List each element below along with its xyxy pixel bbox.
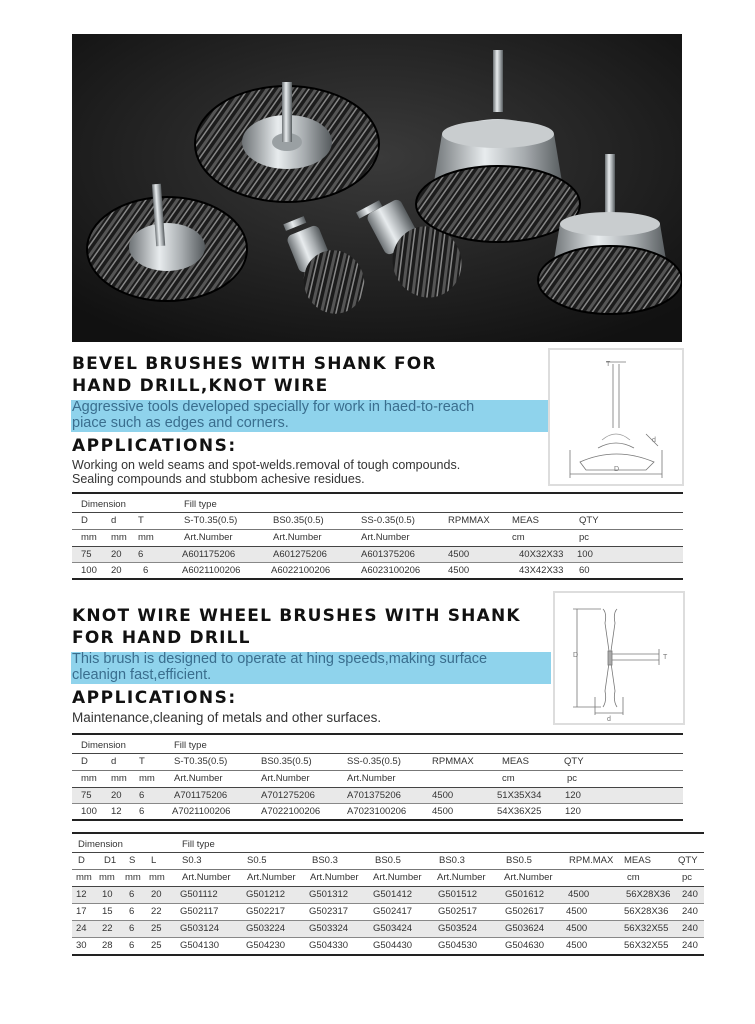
table-cell: MEAS: [512, 515, 539, 526]
table-cell: A7023100206: [347, 806, 407, 817]
table-cell: pc: [567, 773, 578, 784]
table-cell: A701175206: [174, 790, 228, 801]
table1-filltype-label: Fill type: [184, 499, 217, 510]
table-cell: T: [138, 515, 144, 526]
table-cell: A6021100206: [182, 565, 241, 576]
table3-dimension-label: Dimension: [78, 839, 123, 850]
table-cell: G501612: [505, 889, 545, 900]
table-cell: RPMMAX: [448, 515, 490, 526]
table-cell: 4500: [568, 889, 590, 900]
table-cell: mm: [111, 532, 127, 543]
table-cell: G503524: [438, 923, 478, 934]
section1-highlight-line1: Aggressive tools developed specially for work in haed-to-reach: [72, 399, 475, 415]
table-row: [72, 547, 683, 562]
table-cell: G504330: [309, 940, 349, 951]
table-cell: 12: [76, 889, 87, 900]
table-cell: 100: [577, 549, 593, 560]
table-cell: 120: [565, 806, 581, 817]
table-cell: 30: [76, 940, 87, 951]
wire-brushes-illustration: [72, 34, 682, 342]
table-cell: Art.Number: [273, 532, 322, 543]
table-cell: 4500: [566, 906, 588, 917]
table-cell: 12: [111, 806, 122, 817]
table-cell: 6: [129, 889, 135, 900]
table-cell: Art.Number: [504, 872, 553, 883]
table-cell: Art.Number: [361, 532, 410, 543]
table-cell: G503624: [505, 923, 545, 934]
table-cell: RPM.MAX: [569, 855, 614, 866]
section1-applications-line1: Working on weld seams and spot-welds.removal of tough compounds.: [72, 458, 461, 472]
table-cell: L: [151, 855, 157, 866]
table-cell: mm: [125, 872, 141, 883]
table3-header-row: [72, 853, 704, 868]
diagram1-label-d: d: [652, 437, 656, 444]
table-cell: MEAS: [502, 756, 529, 767]
diagram1-label-D: D: [614, 466, 620, 473]
table-cell: 6: [129, 906, 135, 917]
table-cell: 40X32X33: [519, 549, 564, 560]
table-row: [72, 788, 683, 803]
table-cell: G504430: [373, 940, 413, 951]
table-cell: 100: [81, 806, 97, 817]
wheel-brush-diagram: [553, 591, 685, 725]
section2-highlight-line1: This brush is designed to operate at hing speeds,making surface: [72, 651, 488, 667]
section2-title-line1: KNOT WIRE WHEEL BRUSHES WITH SHANK: [72, 606, 521, 626]
table-cell: 4500: [432, 806, 454, 817]
table-cell: Art.Number: [247, 872, 296, 883]
table-cell: cm: [512, 532, 525, 543]
table-cell: 56X32X55: [624, 940, 669, 951]
table-cell: SS-0.35(0.5): [361, 515, 415, 526]
bevel-brush-table: [72, 492, 683, 580]
table-row: [72, 887, 704, 902]
table-cell: G501312: [309, 889, 349, 900]
table-cell: 4500: [448, 565, 470, 576]
table-cell: G504530: [438, 940, 478, 951]
table-cell: BS0.3: [312, 855, 338, 866]
bevel-brush-diagram: [548, 348, 684, 486]
bevel-brush-drawing: [550, 350, 682, 484]
wheel-brush-drawing: [555, 593, 683, 723]
table-cell: mm: [99, 872, 115, 883]
table-cell: A601275206: [273, 549, 327, 560]
table-cell: d: [111, 756, 117, 767]
table-cell: 6: [139, 806, 145, 817]
table-cell: S0.3: [182, 855, 202, 866]
table-cell: 15: [102, 906, 113, 917]
table-cell: 56X28X36: [624, 906, 669, 917]
table-cell: D: [81, 756, 88, 767]
table-cell: A701275206: [261, 790, 315, 801]
table-cell: A601375206: [361, 549, 415, 560]
table-cell: S-T0.35(0.5): [184, 515, 238, 526]
table-cell: G504630: [505, 940, 545, 951]
table-cell: G504230: [246, 940, 286, 951]
table-cell: cm: [627, 872, 640, 883]
table-cell: 17: [76, 906, 87, 917]
table-cell: 6: [138, 549, 144, 560]
table-cell: A6022100206: [271, 565, 331, 576]
table-cell: 56X32X55: [624, 923, 669, 934]
knot-wheel-table: [72, 733, 683, 821]
table-cell: 240: [682, 906, 698, 917]
table1-header-row: [72, 513, 683, 528]
table-cell: 56X28X36: [626, 889, 671, 900]
table-cell: mm: [81, 532, 97, 543]
table-cell: S: [129, 855, 136, 866]
table-cell: G502417: [373, 906, 413, 917]
table-cell: 240: [682, 889, 698, 900]
table1-dimension-label: Dimension: [81, 499, 126, 510]
table-cell: G503324: [309, 923, 349, 934]
table-cell: 54X36X25: [497, 806, 542, 817]
table2-filltype-label: Fill type: [174, 740, 207, 751]
table-cell: A7021100206: [172, 806, 231, 817]
table-cell: S-T0.35(0.5): [174, 756, 228, 767]
table-cell: BS0.5: [375, 855, 401, 866]
table-cell: G502617: [505, 906, 545, 917]
table-cell: RPMMAX: [432, 756, 474, 767]
table-cell: 6: [139, 790, 145, 801]
table-cell: cm: [502, 773, 515, 784]
table3-units-row: [72, 870, 704, 885]
table-cell: 4500: [448, 549, 470, 560]
section2-highlight-line2: cleanign fast,efficient.: [72, 667, 212, 683]
table-cell: SS-0.35(0.5): [347, 756, 401, 767]
table-cell: 75: [81, 790, 92, 801]
table-cell: 20: [111, 565, 122, 576]
table-cell: 240: [682, 940, 698, 951]
table-cell: QTY: [579, 515, 599, 526]
end-brush-table: [72, 832, 704, 956]
table-row: [72, 563, 683, 578]
table-cell: S0.5: [247, 855, 267, 866]
table-cell: 25: [151, 923, 162, 934]
table-cell: D: [78, 855, 85, 866]
table-cell: Art.Number: [184, 532, 233, 543]
table-cell: Art.Number: [437, 872, 486, 883]
table-cell: 24: [76, 923, 87, 934]
table-cell: BS0.3: [439, 855, 465, 866]
table-cell: mm: [139, 773, 155, 784]
table-cell: 4500: [566, 940, 588, 951]
table-cell: G501212: [246, 889, 286, 900]
section1-title-line1: BEVEL BRUSHES WITH SHANK FOR: [72, 354, 437, 374]
table2-units-row: [72, 771, 683, 786]
table-cell: QTY: [564, 756, 584, 767]
table2-dimension-label: Dimension: [81, 740, 126, 751]
table-cell: BS0.35(0.5): [273, 515, 324, 526]
table-cell: 4500: [432, 790, 454, 801]
table-cell: 20: [111, 790, 122, 801]
table-row: [72, 938, 704, 953]
section1-highlight-line2: piace such as edges and corners.: [72, 415, 289, 431]
table-cell: d: [111, 515, 117, 526]
table-cell: 10: [102, 889, 113, 900]
table-row: [72, 904, 704, 919]
table-cell: 4500: [566, 923, 588, 934]
table-cell: G502317: [309, 906, 349, 917]
table-cell: G502217: [246, 906, 286, 917]
table-cell: mm: [138, 532, 154, 543]
table-cell: A601175206: [182, 549, 236, 560]
table-cell: mm: [149, 872, 165, 883]
table-cell: D: [81, 515, 88, 526]
table-cell: A6023100206: [361, 565, 421, 576]
table-cell: BS0.5: [506, 855, 532, 866]
table-cell: 240: [682, 923, 698, 934]
table-cell: QTY: [678, 855, 698, 866]
table-cell: G503224: [246, 923, 286, 934]
diagram1-label-T: T: [606, 361, 611, 368]
table-cell: 6: [129, 940, 135, 951]
table-cell: G503424: [373, 923, 413, 934]
table-cell: mm: [111, 773, 127, 784]
table-cell: A701375206: [347, 790, 401, 801]
table-cell: 100: [81, 565, 97, 576]
table-row: [72, 804, 683, 819]
diagram2-label-D: D: [573, 652, 579, 659]
table-cell: G501112: [180, 889, 218, 900]
table-cell: 20: [151, 889, 162, 900]
section1-applications-heading: APPLICATIONS:: [72, 436, 237, 456]
table-cell: T: [139, 756, 145, 767]
table-cell: pc: [579, 532, 590, 543]
table-cell: D1: [104, 855, 117, 866]
section1-title-line2: HAND DRILL,KNOT WIRE: [72, 376, 329, 396]
table-cell: mm: [81, 773, 97, 784]
table-cell: 43X42X33: [519, 565, 564, 576]
table-cell: 60: [579, 565, 590, 576]
table-cell: G501412: [373, 889, 413, 900]
table-cell: 22: [102, 923, 113, 934]
table-cell: Art.Number: [261, 773, 310, 784]
product-photo: [72, 34, 682, 342]
table-cell: G503124: [180, 923, 220, 934]
table-cell: MEAS: [624, 855, 651, 866]
table-cell: 20: [111, 549, 122, 560]
table-cell: pc: [682, 872, 693, 883]
section1-applications-line2: Sealing compounds and stubbom achesive residues.: [72, 472, 365, 486]
table-cell: Art.Number: [347, 773, 396, 784]
diagram2-label-T: T: [663, 654, 668, 661]
table-cell: 22: [151, 906, 162, 917]
section2-applications-line1: Maintenance,cleaning of metals and other surfaces.: [72, 710, 382, 725]
table-cell: Art.Number: [310, 872, 359, 883]
table-cell: Art.Number: [373, 872, 422, 883]
table-cell: 28: [102, 940, 113, 951]
diagram2-label-d: d: [607, 716, 611, 723]
section2-title-line2: FOR HAND DRILL: [72, 628, 251, 648]
table3-filltype-label: Fill type: [182, 839, 215, 850]
table-cell: 75: [81, 549, 92, 560]
table-cell: 6: [129, 923, 135, 934]
table-cell: Art.Number: [182, 872, 231, 883]
table2-header-row: [72, 754, 683, 769]
table-cell: 51X35X34: [497, 790, 542, 801]
table1-units-row: [72, 530, 683, 545]
table-row: [72, 921, 704, 936]
table-cell: G501512: [438, 889, 478, 900]
table-cell: 120: [565, 790, 581, 801]
section2-applications-heading: APPLICATIONS:: [72, 688, 237, 708]
table-cell: BS0.35(0.5): [261, 756, 312, 767]
table-cell: 6: [143, 565, 149, 576]
table-cell: G504130: [180, 940, 220, 951]
table-cell: Art.Number: [174, 773, 223, 784]
table-cell: G502517: [438, 906, 478, 917]
table-cell: A7022100206: [261, 806, 321, 817]
table-cell: 25: [151, 940, 162, 951]
table-cell: mm: [76, 872, 92, 883]
table-cell: G502117: [180, 906, 219, 917]
